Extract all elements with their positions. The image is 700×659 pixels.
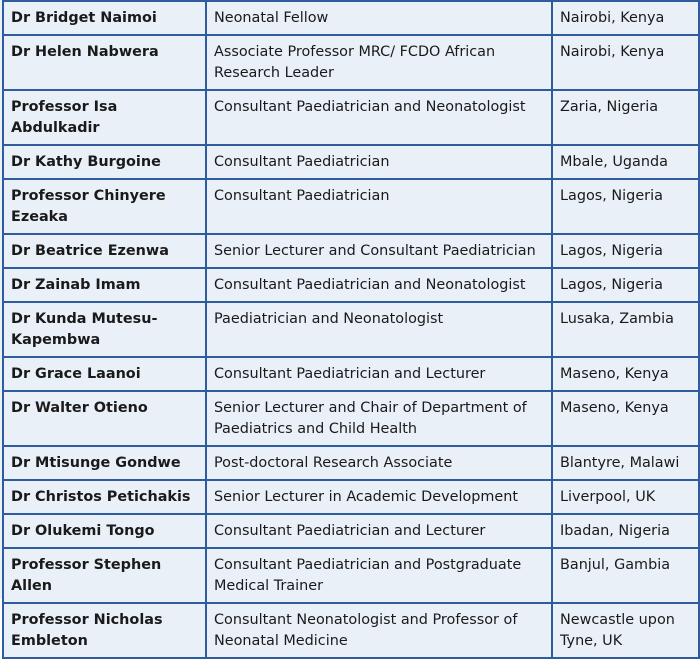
table-row [3,446,699,480]
location-cell: Lagos, Nigeria [552,234,699,268]
role-cell: Consultant Paediatrician and Postgraduate Medical Trainer [206,548,552,603]
name-cell: Dr Christos Petichakis [3,480,206,514]
table-row [3,268,699,302]
name-cell: Professor Isa Abdulkadir [3,90,206,145]
location-cell: Banjul, Gambia [552,548,699,603]
location-cell: Nairobi, Kenya [552,1,699,35]
name-cell: Dr Walter Otieno [3,391,206,446]
location-cell: Maseno, Kenya [552,357,699,391]
location-cell: Maseno, Kenya [552,391,699,446]
role-cell: Consultant Paediatrician and Neonatologist [206,268,552,302]
table-row [3,480,699,514]
name-cell: Dr Helen Nabwera [3,35,206,90]
role-cell: Consultant Neonatologist and Professor of Neonatal Medicine [206,603,552,658]
name-cell: Dr Mtisunge Gondwe [3,446,206,480]
role-cell: Senior Lecturer and Chair of Department of Paediatrics and Child Health [206,391,552,446]
name-cell: Professor Nicholas Embleton [3,603,206,658]
table-row [3,302,699,357]
table-row [3,1,699,35]
role-cell: Consultant Paediatrician and Lecturer [206,514,552,548]
name-cell: Dr Olukemi Tongo [3,514,206,548]
table-row [3,35,699,90]
name-cell: Dr Kunda Mutesu-Kapembwa [3,302,206,357]
name-cell: Dr Kathy Burgoine [3,145,206,179]
name-cell: Dr Zainab Imam [3,268,206,302]
location-cell: Nairobi, Kenya [552,35,699,90]
location-cell: Mbale, Uganda [552,145,699,179]
role-cell: Paediatrician and Neonatologist [206,302,552,357]
role-cell: Consultant Paediatrician [206,145,552,179]
role-cell: Associate Professor MRC/ FCDO African Research Leader [206,35,552,90]
table-row [3,603,699,658]
location-cell: Lagos, Nigeria [552,179,699,234]
location-cell: Zaria, Nigeria [552,90,699,145]
table-body [3,1,699,658]
role-cell: Post-doctoral Research Associate [206,446,552,480]
name-cell: Dr Bridget Naimoi [3,1,206,35]
role-cell: Consultant Paediatrician [206,179,552,234]
table-row [3,357,699,391]
table-row [3,145,699,179]
role-cell: Senior Lecturer in Academic Development [206,480,552,514]
location-cell: Liverpool, UK [552,480,699,514]
name-cell: Dr Beatrice Ezenwa [3,234,206,268]
role-cell: Consultant Paediatrician and Neonatologist [206,90,552,145]
role-cell: Consultant Paediatrician and Lecturer [206,357,552,391]
name-cell: Professor Chinyere Ezeaka [3,179,206,234]
table-row [3,548,699,603]
table-row [3,179,699,234]
table-row [3,90,699,145]
name-cell: Dr Grace Laanoi [3,357,206,391]
role-cell: Senior Lecturer and Consultant Paediatrician [206,234,552,268]
location-cell: Newcastle upon Tyne, UK [552,603,699,658]
location-cell: Lagos, Nigeria [552,268,699,302]
table-row [3,391,699,446]
table-row [3,234,699,268]
name-cell: Professor Stephen Allen [3,548,206,603]
location-cell: Blantyre, Malawi [552,446,699,480]
role-cell: Neonatal Fellow [206,1,552,35]
location-cell: Lusaka, Zambia [552,302,699,357]
people-table [2,0,700,659]
table-row [3,514,699,548]
location-cell: Ibadan, Nigeria [552,514,699,548]
